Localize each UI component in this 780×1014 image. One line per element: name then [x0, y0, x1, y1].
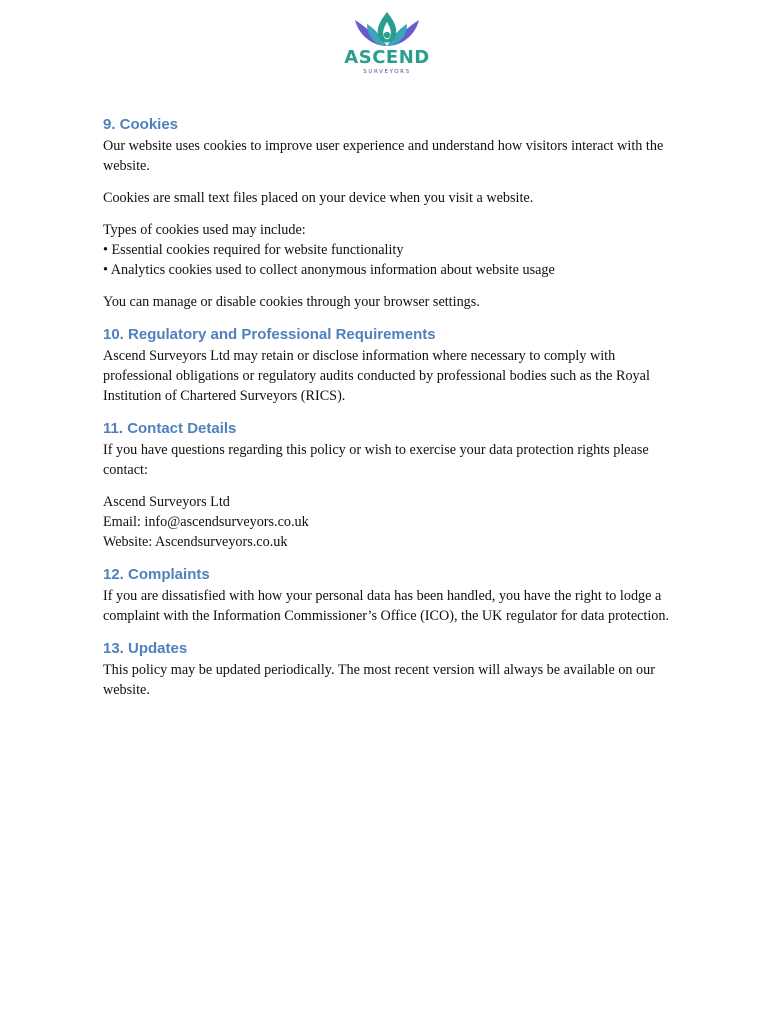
paragraph: Our website uses cookies to improve user experience and understand how visitors interact with the website.	[103, 138, 664, 174]
logo-wordmark: ASCEND	[344, 47, 430, 68]
logo-subtitle: SURVEYORS	[363, 69, 411, 75]
cookie-types-list	[103, 220, 673, 280]
list-item: • Essential cookies required for website functionality	[103, 242, 404, 258]
section-heading: 10. Regulatory and Professional Requirements	[103, 326, 436, 343]
section-heading: 11. Contact Details	[103, 420, 237, 437]
paragraph: Ascend Surveyors Ltd may retain or disclose information where necessary to comply with professional obligations or regulatory audits conducted by professional bodies such as the Royal Institution of Chartered Surveyors (RICS).	[103, 348, 650, 404]
section-heading: 13. Updates	[103, 640, 188, 657]
company-logo	[337, 8, 437, 76]
contact-website: Website: Ascendsurveyors.co.uk	[103, 534, 288, 550]
section-cookies	[103, 114, 673, 312]
contact-block	[103, 492, 673, 552]
lotus-icon	[337, 8, 437, 52]
section-contact	[103, 418, 673, 552]
section-complaints	[103, 564, 673, 626]
policy-content	[103, 114, 673, 700]
company-name: Ascend Surveyors Ltd	[103, 494, 230, 510]
paragraph: If you have questions regarding this policy or wish to exercise your data protection rights please contact:	[103, 442, 649, 478]
paragraph: This policy may be updated periodically. The most recent version will always be available on our website.	[103, 662, 655, 698]
section-regulatory	[103, 324, 673, 406]
section-updates	[103, 638, 673, 700]
list-item: • Analytics cookies used to collect anonymous information about website usage	[103, 262, 555, 278]
paragraph: You can manage or disable cookies through your browser settings.	[103, 294, 480, 310]
paragraph: Cookies are small text files placed on your device when you visit a website.	[103, 190, 534, 206]
paragraph: If you are dissatisfied with how your personal data has been handled, you have the right to lodge a complaint with the Information Commissioner’s Office (ICO), the UK regulator for data protection.	[103, 588, 670, 624]
section-heading: 9. Cookies	[103, 116, 179, 133]
list-intro: Types of cookies used may include:	[103, 222, 306, 238]
section-heading: 12. Complaints	[103, 566, 210, 583]
contact-email: Email: info@ascendsurveyors.co.uk	[103, 514, 309, 530]
